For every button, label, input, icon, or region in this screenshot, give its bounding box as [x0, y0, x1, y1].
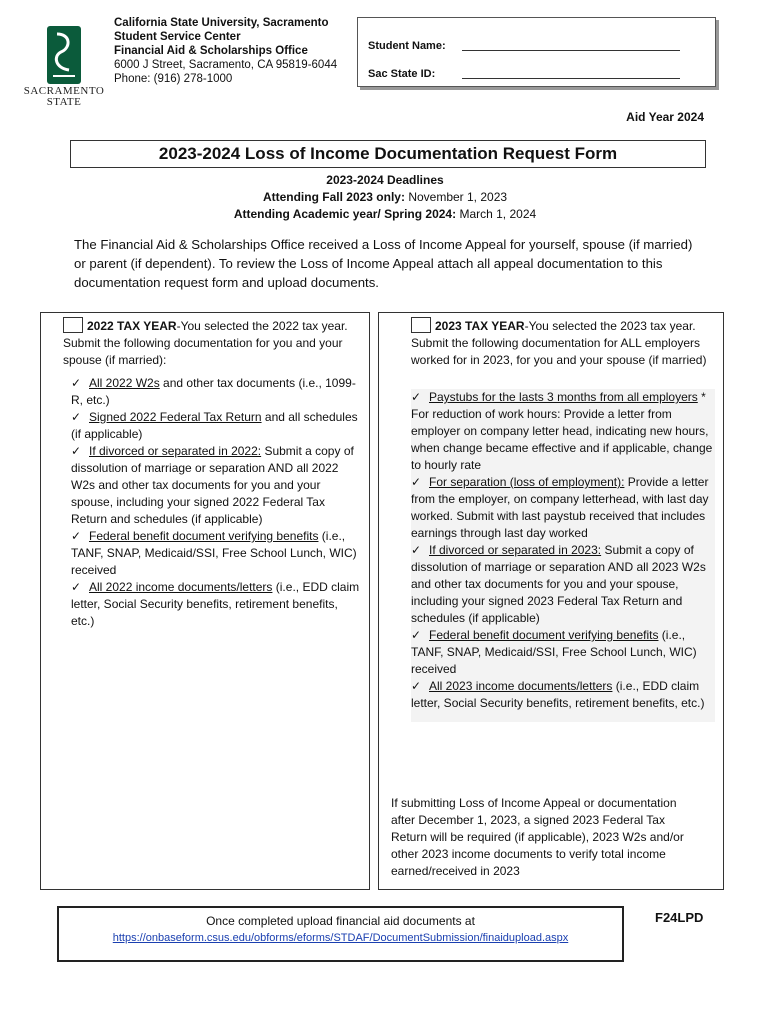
- item-title: Signed 2022 Federal Tax Return: [89, 410, 262, 424]
- deadlines-heading: 2023-2024 Deadlines: [326, 173, 444, 187]
- item-detail: Submit a copy of dissolution of marriage or separation AND all 2023 W2s and other tax documents for you and your spouse, including your signed 2023 Federal Tax Return and schedules (if applicable): [411, 543, 706, 625]
- logo-text-state: STATE: [46, 96, 82, 108]
- spring-date: March 1, 2024: [459, 207, 537, 221]
- aid-year: Aid Year 2024: [626, 110, 704, 124]
- checkmark-icon: ✓: [71, 444, 82, 458]
- sac-state-id-label: Sac State ID:: [368, 68, 436, 80]
- item-detail: (i.e., TANF, SNAP, Medicaid/SSI, Free School Lunch, WIC) received: [71, 529, 357, 577]
- student-id-box: [357, 17, 716, 87]
- checklist-item: [71, 528, 361, 579]
- upload-text: Once completed upload financial aid documents at: [206, 914, 475, 928]
- item-title: Federal benefit document verifying benefits: [89, 529, 319, 543]
- checklist-item: [411, 389, 715, 474]
- tax-year-2023-checkbox[interactable]: [411, 317, 431, 333]
- section-intro: -You selected the 2022 tax year. Submit the following documentation for you and your spouse (if married):: [63, 319, 348, 367]
- item-detail: * For reduction of work hours: Provide a letter from employer on company letter head, indicating new hours, when change became effective and if applicable, change to hourly rate: [411, 390, 713, 472]
- item-title: Federal benefit document verifying benefits: [429, 628, 659, 642]
- item-detail: (i.e., TANF, SNAP, Medicaid/SSI, Free School Lunch, WIC) received: [411, 628, 697, 676]
- item-title: If divorced or separated in 2022:: [89, 444, 262, 458]
- checkmark-icon: ✓: [411, 679, 422, 693]
- org-line: Phone: (916) 278-1000: [114, 73, 233, 85]
- form-code: F24LPD: [655, 910, 704, 925]
- item-detail: and all schedules (if applicable): [71, 410, 358, 441]
- logo-emblem-icon: [47, 26, 81, 84]
- university-logo: [22, 22, 106, 106]
- item-title: All 2023 income documents/letters: [429, 679, 613, 693]
- item-detail: Provide a letter from the employer, on company letterhead, with last day worked. Submit with last paystub received that includes earnings through last day worked: [411, 475, 709, 540]
- org-line: 6000 J Street, Sacramento, CA 95819-6044: [114, 59, 338, 71]
- org-line: Student Service Center: [114, 31, 241, 43]
- late-submission-note: If submitting Loss of Income Appeal or documentation after December 1, 2023, a signed 2023 Federal Tax Return will be required (if applicable), 2023 W2s and/or other 2023 income documents to verify total income earned/received in 2023: [391, 796, 684, 878]
- checkmark-icon: ✓: [71, 410, 82, 424]
- checkmark-icon: ✓: [71, 376, 82, 390]
- page-title: 2023-2024 Loss of Income Documentation Request Form: [70, 140, 706, 168]
- item-title: All 2022 income documents/letters: [89, 580, 273, 594]
- section-intro: -You selected the 2023 tax year. Submit the following documentation for ALL employers worked for in 2023, for you and your spouse (if married): [411, 319, 707, 367]
- checklist-item: [411, 678, 715, 712]
- checklist-item: [411, 542, 715, 627]
- student-name-label: Student Name:: [368, 40, 446, 52]
- tax-year-2022-checkbox[interactable]: [63, 317, 83, 333]
- item-detail: and other tax documents (i.e., 1099-R, etc.): [71, 376, 356, 407]
- checklist-item: [71, 579, 361, 630]
- item-title: Paystubs for the lasts 3 months from all employers: [429, 390, 698, 404]
- logo-text-sacramento: SACRAMENTO: [23, 85, 105, 97]
- checkmark-icon: ✓: [411, 390, 422, 404]
- tax-year-2023-section: [378, 312, 724, 890]
- checkmark-icon: ✓: [71, 529, 82, 543]
- org-line: Financial Aid & Scholarships Office: [114, 45, 308, 57]
- item-title: If divorced or separated in 2023:: [429, 543, 602, 557]
- org-line: California State University, Sacramento: [114, 17, 329, 29]
- fall-label: Attending Fall 2023 only:: [262, 190, 405, 204]
- sac-state-id-field[interactable]: [462, 68, 680, 79]
- checklist-item: [411, 474, 715, 542]
- item-detail: (i.e., EDD claim letter, Social Security benefits, retirement benefits, etc.): [411, 679, 705, 710]
- deadlines: [0, 172, 770, 223]
- tax-year-2022-section: [40, 312, 370, 890]
- item-detail: (i.e., EDD claim letter, Social Security benefits, retirement benefits, etc.): [71, 580, 360, 628]
- upload-link[interactable]: https://onbaseform.csus.edu/obforms/eforms/STDAF/DocumentSubmission/finaidupload.aspx: [112, 932, 569, 944]
- office-address: [114, 16, 337, 86]
- checklist-item: [71, 443, 361, 528]
- student-name-field[interactable]: [462, 40, 680, 51]
- checklist-item: [71, 375, 361, 409]
- checklist-item: [71, 409, 361, 443]
- section-heading: 2022 TAX YEAR: [87, 319, 177, 333]
- section-heading: 2023 TAX YEAR: [435, 319, 525, 333]
- checkmark-icon: ✓: [71, 580, 82, 594]
- upload-instructions: [57, 906, 624, 962]
- fall-date: November 1, 2023: [408, 190, 508, 204]
- item-title: All 2022 W2s: [89, 376, 160, 390]
- intro-paragraph: The Financial Aid & Scholarships Office received a Loss of Income Appeal for yourself, spouse (if married) or parent (if dependent). To review the Loss of Income Appeal attach all appeal documentation to this documentation request form and upload documents.: [74, 237, 693, 290]
- checklist-item: [411, 627, 715, 678]
- spring-label: Attending Academic year/ Spring 2024:: [233, 207, 457, 221]
- checkmark-icon: ✓: [411, 475, 422, 489]
- item-title: For separation (loss of employment):: [429, 475, 625, 489]
- checkmark-icon: ✓: [411, 543, 422, 557]
- item-detail: Submit a copy of dissolution of marriage or separation AND all 2022 W2s and other tax documents for you and your spouse, including your signed 2022 Federal Tax Return and schedules (if applicable): [71, 444, 354, 526]
- checkmark-icon: ✓: [411, 628, 422, 642]
